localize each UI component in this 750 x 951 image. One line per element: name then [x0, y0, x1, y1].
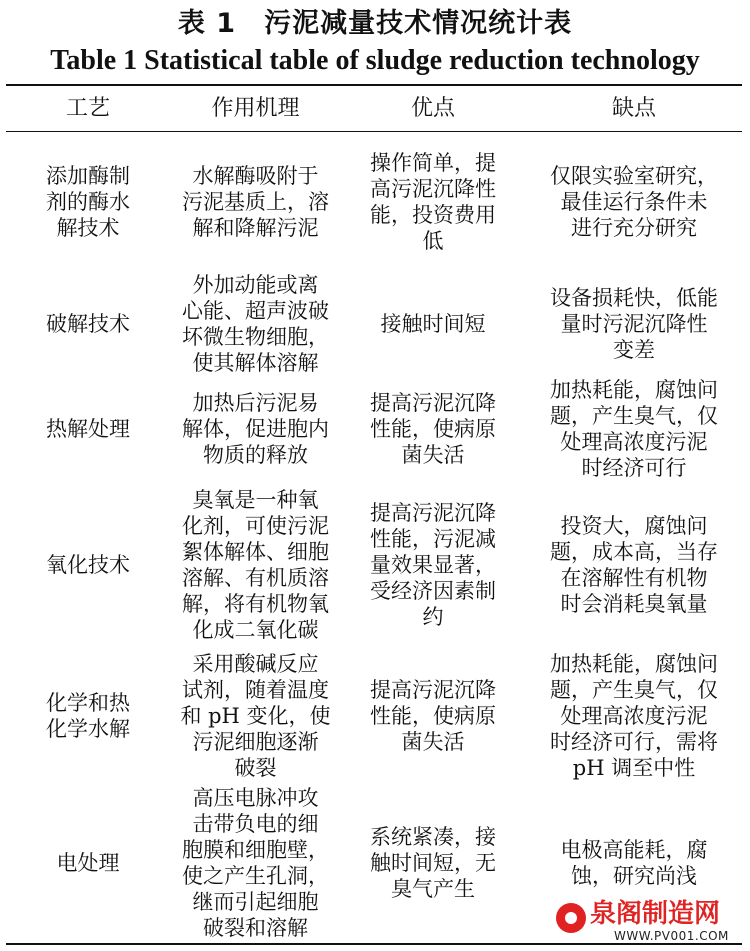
header-rule: [6, 131, 742, 132]
watermark: [554, 899, 742, 945]
cell-disadvantages: 加热耗能，腐蚀问 题，产生臭气，仅 处理高浓度污泥 时经济可行，需将 pH 调至中性: [550, 652, 718, 780]
cell-advantages: 提高污泥沉降 性能，污泥减 量效果显著， 受经济因素制 约: [370, 501, 496, 629]
cell-disadvantages: 加热耗能，腐蚀问 题，产生臭气，仅 处理高浓度污泥 时经济可行: [550, 378, 718, 480]
cell-advantages: 接触时间短: [380, 312, 486, 336]
cell-advantages: 操作简单，提 高污泥沉降性 能，投资费用 低: [370, 151, 496, 253]
cell-process: 添加酶制 剂的酶水 解技术: [46, 164, 130, 240]
cell-mechanism: 高压电脉冲攻 击带负电的细 胞膜和细胞壁， 使之产生孔洞， 继而引起细胞 破裂和溶解: [182, 786, 329, 940]
cell-mechanism: 臭氧是一种氧 化剂，可使污泥 絮体解体、细胞 溶解、有机质溶 解，将有机物氧 化成二氧化碳: [182, 488, 329, 642]
cell-mechanism: 采用酸碱反应 试剂，随着温度 和 pH 变化，使 污泥细胞逐渐 破裂: [180, 652, 331, 780]
cell-disadvantages: 设备损耗快，低能 量时污泥沉降性 变差: [550, 286, 718, 362]
table-title-english: Table 1 Statistical table of sludge reduction technology: [50, 45, 700, 76]
cell-advantages: 提高污泥沉降 性能，使病原 菌失活: [370, 391, 496, 467]
table-title-chinese: 表 1 污泥减量技术情况统计表: [177, 8, 573, 39]
watermark-name: 泉阁制造网: [590, 899, 721, 929]
header-process: 工艺: [65, 95, 110, 121]
cell-process: 热解处理: [46, 417, 130, 441]
cell-mechanism: 加热后污泥易 解体，促进胞内 物质的释放: [182, 391, 329, 467]
cell-process: 化学和热 化学水解: [46, 691, 130, 741]
cell-advantages: 提高污泥沉降 性能，使病原 菌失活: [370, 678, 496, 754]
watermark-url: WWW.PV001.COM: [614, 929, 729, 943]
cell-advantages: 系统紧凑，接 触时间短，无 臭气产生: [370, 825, 496, 901]
cell-process: 电处理: [56, 851, 120, 875]
header-disadvantages: 缺点: [611, 95, 656, 121]
cell-process: 破解技术: [46, 312, 130, 336]
cell-disadvantages: 投资大，腐蚀问 题，成本高，当存 在溶解性有机物 时会消耗臭氧量: [550, 514, 718, 616]
cell-mechanism: 水解酶吸附于 污泥基质上，溶 解和降解污泥: [182, 164, 329, 240]
watermark-logo-icon: [556, 903, 586, 933]
cell-disadvantages: 仅限实验室研究， 最佳运行条件未 进行充分研究: [550, 164, 718, 240]
cell-disadvantages: 电极高能耗，腐 蚀，研究尚浅: [560, 838, 708, 888]
cell-process: 氧化技术: [46, 553, 130, 577]
header-advantages: 优点: [410, 95, 455, 121]
header-mechanism: 作用机理: [211, 95, 300, 121]
cell-mechanism: 外加动能或离 心能、超声波破 坏微生物细胞， 使其解体溶解: [182, 273, 329, 375]
